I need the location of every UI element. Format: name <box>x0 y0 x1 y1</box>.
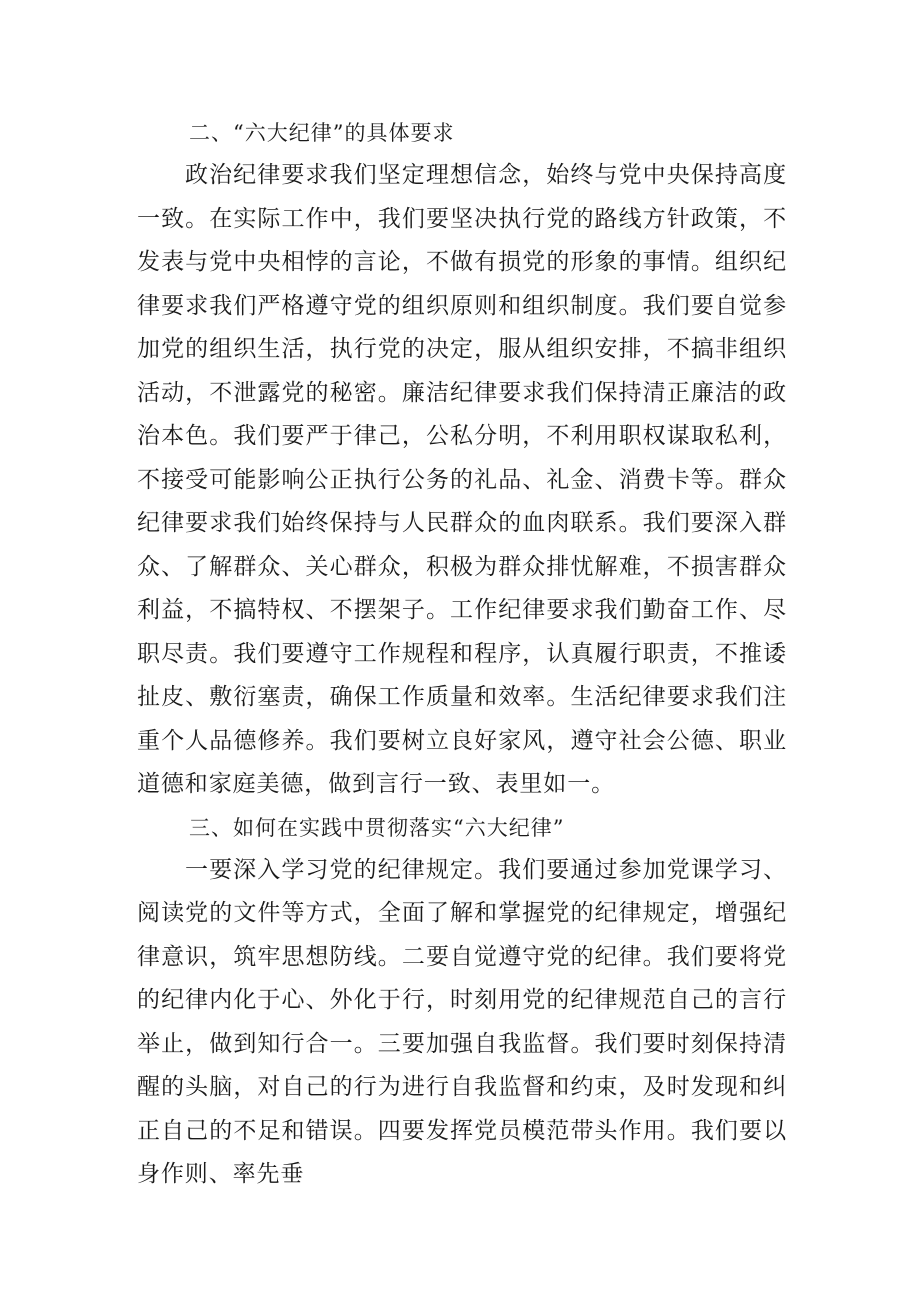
section-heading-three: 三、如何在实践中贯彻落实“六大纪律” <box>189 815 565 840</box>
section-paragraph-two: 政治纪律要求我们坚定理想信念，始终与党中央保持高度一致。在实际工作中，我们要坚决执行党的路线方针政策，不发表与党中央相悖的言论，不做有损党的形象的事情。组织纪律要求我们严格遵守党的组织原则和组织制度。我们要自觉参加党的组织生活，执行党的决定，服从组织安排，不搞非组织活动，不泄露党的秘密。廉洁纪律要求我们保持清正廉洁的政治本色。我们要严于律己，公私分明，不利用职权谋取私利，不接受可能影响公正执行公务的礼品、礼金、消费卡等。群众纪律要求我们始终保持与人民群众的血肉联系。我们要深入群众、了解群众、关心群众，积极为群众排忧解难，不损害群众利益，不搞特权、不摆架子。工作纪律要求我们勤奋工作、尽职尽责。我们要遵守工作规程和程序，认真履行职责，不推诿扯皮、敷衍塞责，确保工作质量和效率。生活纪律要求我们注重个人品德修养。我们要树立良好家风，遵守社会公德、职业道德和家庭美德，做到言行一致、表里如一。 <box>137 162 787 797</box>
section-paragraph-three: 一要深入学习党的纪律规定。我们要通过参加党课学习、阅读党的文件等方式，全面了解和掌握党的纪律规定，增强纪律意识，筑牢思想防线。二要自觉遵守党的纪律。我们要将党的纪律内化于心、外化于行，时刻用党的纪律规范自己的言行举止，做到知行合一。三要加强自我监督。我们要时刻保持清醒的头脑，对自己的行为进行自我监督和约束，及时发现和纠正自己的不足和错误。四要发挥党员模范带头作用。我们要以身作则、率先垂 <box>137 856 787 1187</box>
section-heading-two: 二、“六大纪律”的具体要求 <box>189 121 455 145</box>
document-body <box>137 112 787 1197</box>
